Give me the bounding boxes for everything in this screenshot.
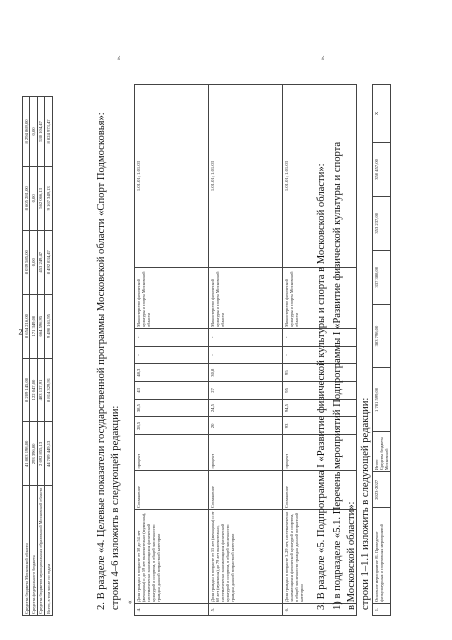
amount-cell: 483 137,91 bbox=[37, 358, 44, 422]
amount-cell: 9 490 161,95 bbox=[45, 294, 52, 358]
funding-source-regional: Средства бюджета Московской bbox=[378, 437, 389, 471]
section-3-subsection: 1) в подразделе «5.1. Перечень мероприятий Подпрограммы I «Развитие физической культуры и спорта bbox=[332, 141, 343, 610]
amount-cell: 8 492 834,47 bbox=[45, 230, 52, 294]
open-quote: « bbox=[126, 600, 134, 604]
amount-cell: 353 237,00 bbox=[373, 196, 391, 250]
indicator-unit: процент bbox=[283, 435, 357, 470]
amount-cell: 350 457,00 bbox=[373, 142, 391, 196]
amount-cell: 0,00 bbox=[30, 230, 37, 294]
close-quote: ». bbox=[116, 55, 122, 60]
activities-table bbox=[372, 84, 391, 616]
section-3-instruction: строки 1–1.1 изложить в следующей редакции: bbox=[360, 397, 371, 610]
indicator-type: Соглашение bbox=[209, 470, 283, 510]
indicator-type: Соглашение bbox=[283, 470, 357, 510]
table-row bbox=[45, 97, 52, 616]
amount-cell: 562 066,13 bbox=[37, 166, 44, 230]
amount-cell: 8 824 973,47 bbox=[45, 97, 52, 167]
indicator-value: 48,3 bbox=[135, 364, 209, 382]
table-row bbox=[30, 97, 37, 616]
responsible-body: Министерство физической культуры и спорта Московской области bbox=[135, 268, 209, 329]
table-row bbox=[373, 85, 391, 616]
amount-cell: 8 039 585,00 bbox=[23, 230, 30, 294]
table-row bbox=[37, 97, 44, 616]
row-number: 1. bbox=[373, 604, 391, 616]
table-row bbox=[135, 85, 209, 616]
section-2-heading: 2. В разделе «4. Целевые показатели государственной программы Московской области «Спорт Подмосковья»: bbox=[96, 112, 107, 610]
indicator-value: - bbox=[209, 346, 283, 364]
funding-source bbox=[373, 432, 391, 472]
activity-link: 1.01.01; 1.01.03 bbox=[283, 85, 357, 268]
rotated-landscape-content bbox=[16, 32, 436, 620]
activity-years: 2023-2027 bbox=[373, 472, 391, 508]
amount-cell: 664 596,95 bbox=[37, 294, 44, 358]
indicator-value: 28,5 bbox=[135, 417, 209, 435]
amount-cell: 44 789 449,13 bbox=[45, 422, 52, 486]
amount-cell: 8 814 329,91 bbox=[45, 358, 52, 422]
indicator-value: 95 bbox=[283, 382, 357, 400]
close-quote-3: ». bbox=[320, 55, 326, 60]
responsible-body: Министерство физической культуры и спорта Московской области bbox=[209, 268, 283, 329]
activity-link: 1.01.01; 1.01.03 bbox=[135, 85, 209, 268]
activity-link: 1.01.01; 1.01.03 bbox=[209, 85, 283, 268]
section-3-subsection-cont: в Московской области»: bbox=[346, 501, 357, 610]
financing-table bbox=[22, 96, 53, 616]
indicator-type: Соглашение bbox=[135, 470, 209, 510]
section-3-heading: 3. В разделе «5. Подпрограмма I «Развитие физической культуры и спорта в Московской области»: bbox=[316, 163, 327, 610]
indicator-value: 38,5 bbox=[135, 399, 209, 417]
amount-cell: X bbox=[373, 85, 391, 143]
page-number: 2 bbox=[18, 327, 23, 337]
source-cell: Всего, в том числе по годам bbox=[45, 486, 52, 616]
amount-cell: 383 798,00 bbox=[373, 304, 391, 368]
indicator-value: 43 bbox=[135, 382, 209, 400]
source-cell: Средства бюджетов муниципальных образований Московской области bbox=[38, 487, 44, 614]
indicator-value: 20 bbox=[209, 417, 283, 435]
indicator-unit: процент bbox=[209, 435, 283, 470]
table-row bbox=[209, 85, 283, 616]
indicator-value: - bbox=[209, 329, 283, 347]
amount-cell: 337 388,00 bbox=[373, 250, 391, 304]
indicator-name: Доля граждан в возрасте 3–29 лет, систематически занимающихся физической культурой и спортом, в общей численности граждан данной возрастной категории bbox=[283, 510, 357, 604]
indicator-value: - bbox=[135, 346, 209, 364]
activity-name: Основное мероприятие 01. Проведение физкультурных и спортивных мероприятий bbox=[373, 508, 391, 604]
amount-cell: 8 209 145,00 bbox=[23, 358, 30, 422]
indicator-value: 27 bbox=[209, 382, 283, 400]
amount-cell: 2 692 855,13 bbox=[37, 422, 44, 486]
indicator-name: Доля граждан в возрасте от 55 лет (женщины) и от 60 лет (мужчины) до 79 лет включительно, систематически занимающихся физической культурой и спортом, в общей численности граждан данной возрастной категории bbox=[209, 510, 283, 604]
amount-cell: 8 294 869,00 bbox=[23, 97, 30, 167]
table-row bbox=[23, 97, 30, 616]
amount-cell: 9 167 349,13 bbox=[45, 166, 52, 230]
amount-cell: 171 349,00 bbox=[30, 294, 37, 358]
amount-cell: 8 605 281,00 bbox=[23, 166, 30, 230]
responsible-body: Министерство физической культуры и спорта Московской области bbox=[283, 268, 357, 329]
funding-source-total: Итого bbox=[373, 459, 379, 471]
amount-cell: 41 803 198,00 bbox=[23, 422, 30, 486]
amount-cell: 8 654 216,00 bbox=[23, 294, 30, 358]
amount-cell: 0,00 bbox=[30, 166, 37, 230]
amount-cell: 1 781 599,00 bbox=[373, 368, 391, 432]
amount-cell: 530 104,47 bbox=[37, 97, 44, 167]
row-number: 4. bbox=[135, 604, 209, 616]
row-number: 5. bbox=[209, 604, 283, 616]
indicator-value: 30,8 bbox=[209, 364, 283, 382]
amount-cell: 122 047,00 bbox=[30, 358, 37, 422]
indicator-value: 94,5 bbox=[283, 399, 357, 417]
indicator-value: - bbox=[135, 329, 209, 347]
row-number: 6. bbox=[283, 604, 357, 616]
source-cell: Средства бюджета Московской области bbox=[23, 486, 30, 616]
amount-cell: 293 396,00 bbox=[30, 422, 37, 486]
indicator-value: - bbox=[283, 329, 357, 347]
section-2-instruction: строки 4–6 изложить в следующей редакции: bbox=[110, 405, 121, 610]
amount-cell: 453 249,47 bbox=[37, 230, 44, 294]
indicator-unit: процент bbox=[135, 435, 209, 470]
indicator-value: - bbox=[283, 346, 357, 364]
source-cell: Средства федерального бюджета bbox=[30, 486, 37, 616]
indicator-value: 95 bbox=[283, 364, 357, 382]
indicator-value: 93 bbox=[283, 417, 357, 435]
indicator-name: Доля граждан в возрасте от 30 до 54 лет (женщины) и до 59 лет включительно (мужчины), систематически занимающихся физической культурой и спортом, в общей численности граждан данной возрастной категории bbox=[135, 510, 209, 604]
indicator-value: 24,5 bbox=[209, 399, 283, 417]
amount-cell: 0,00 bbox=[30, 97, 37, 167]
